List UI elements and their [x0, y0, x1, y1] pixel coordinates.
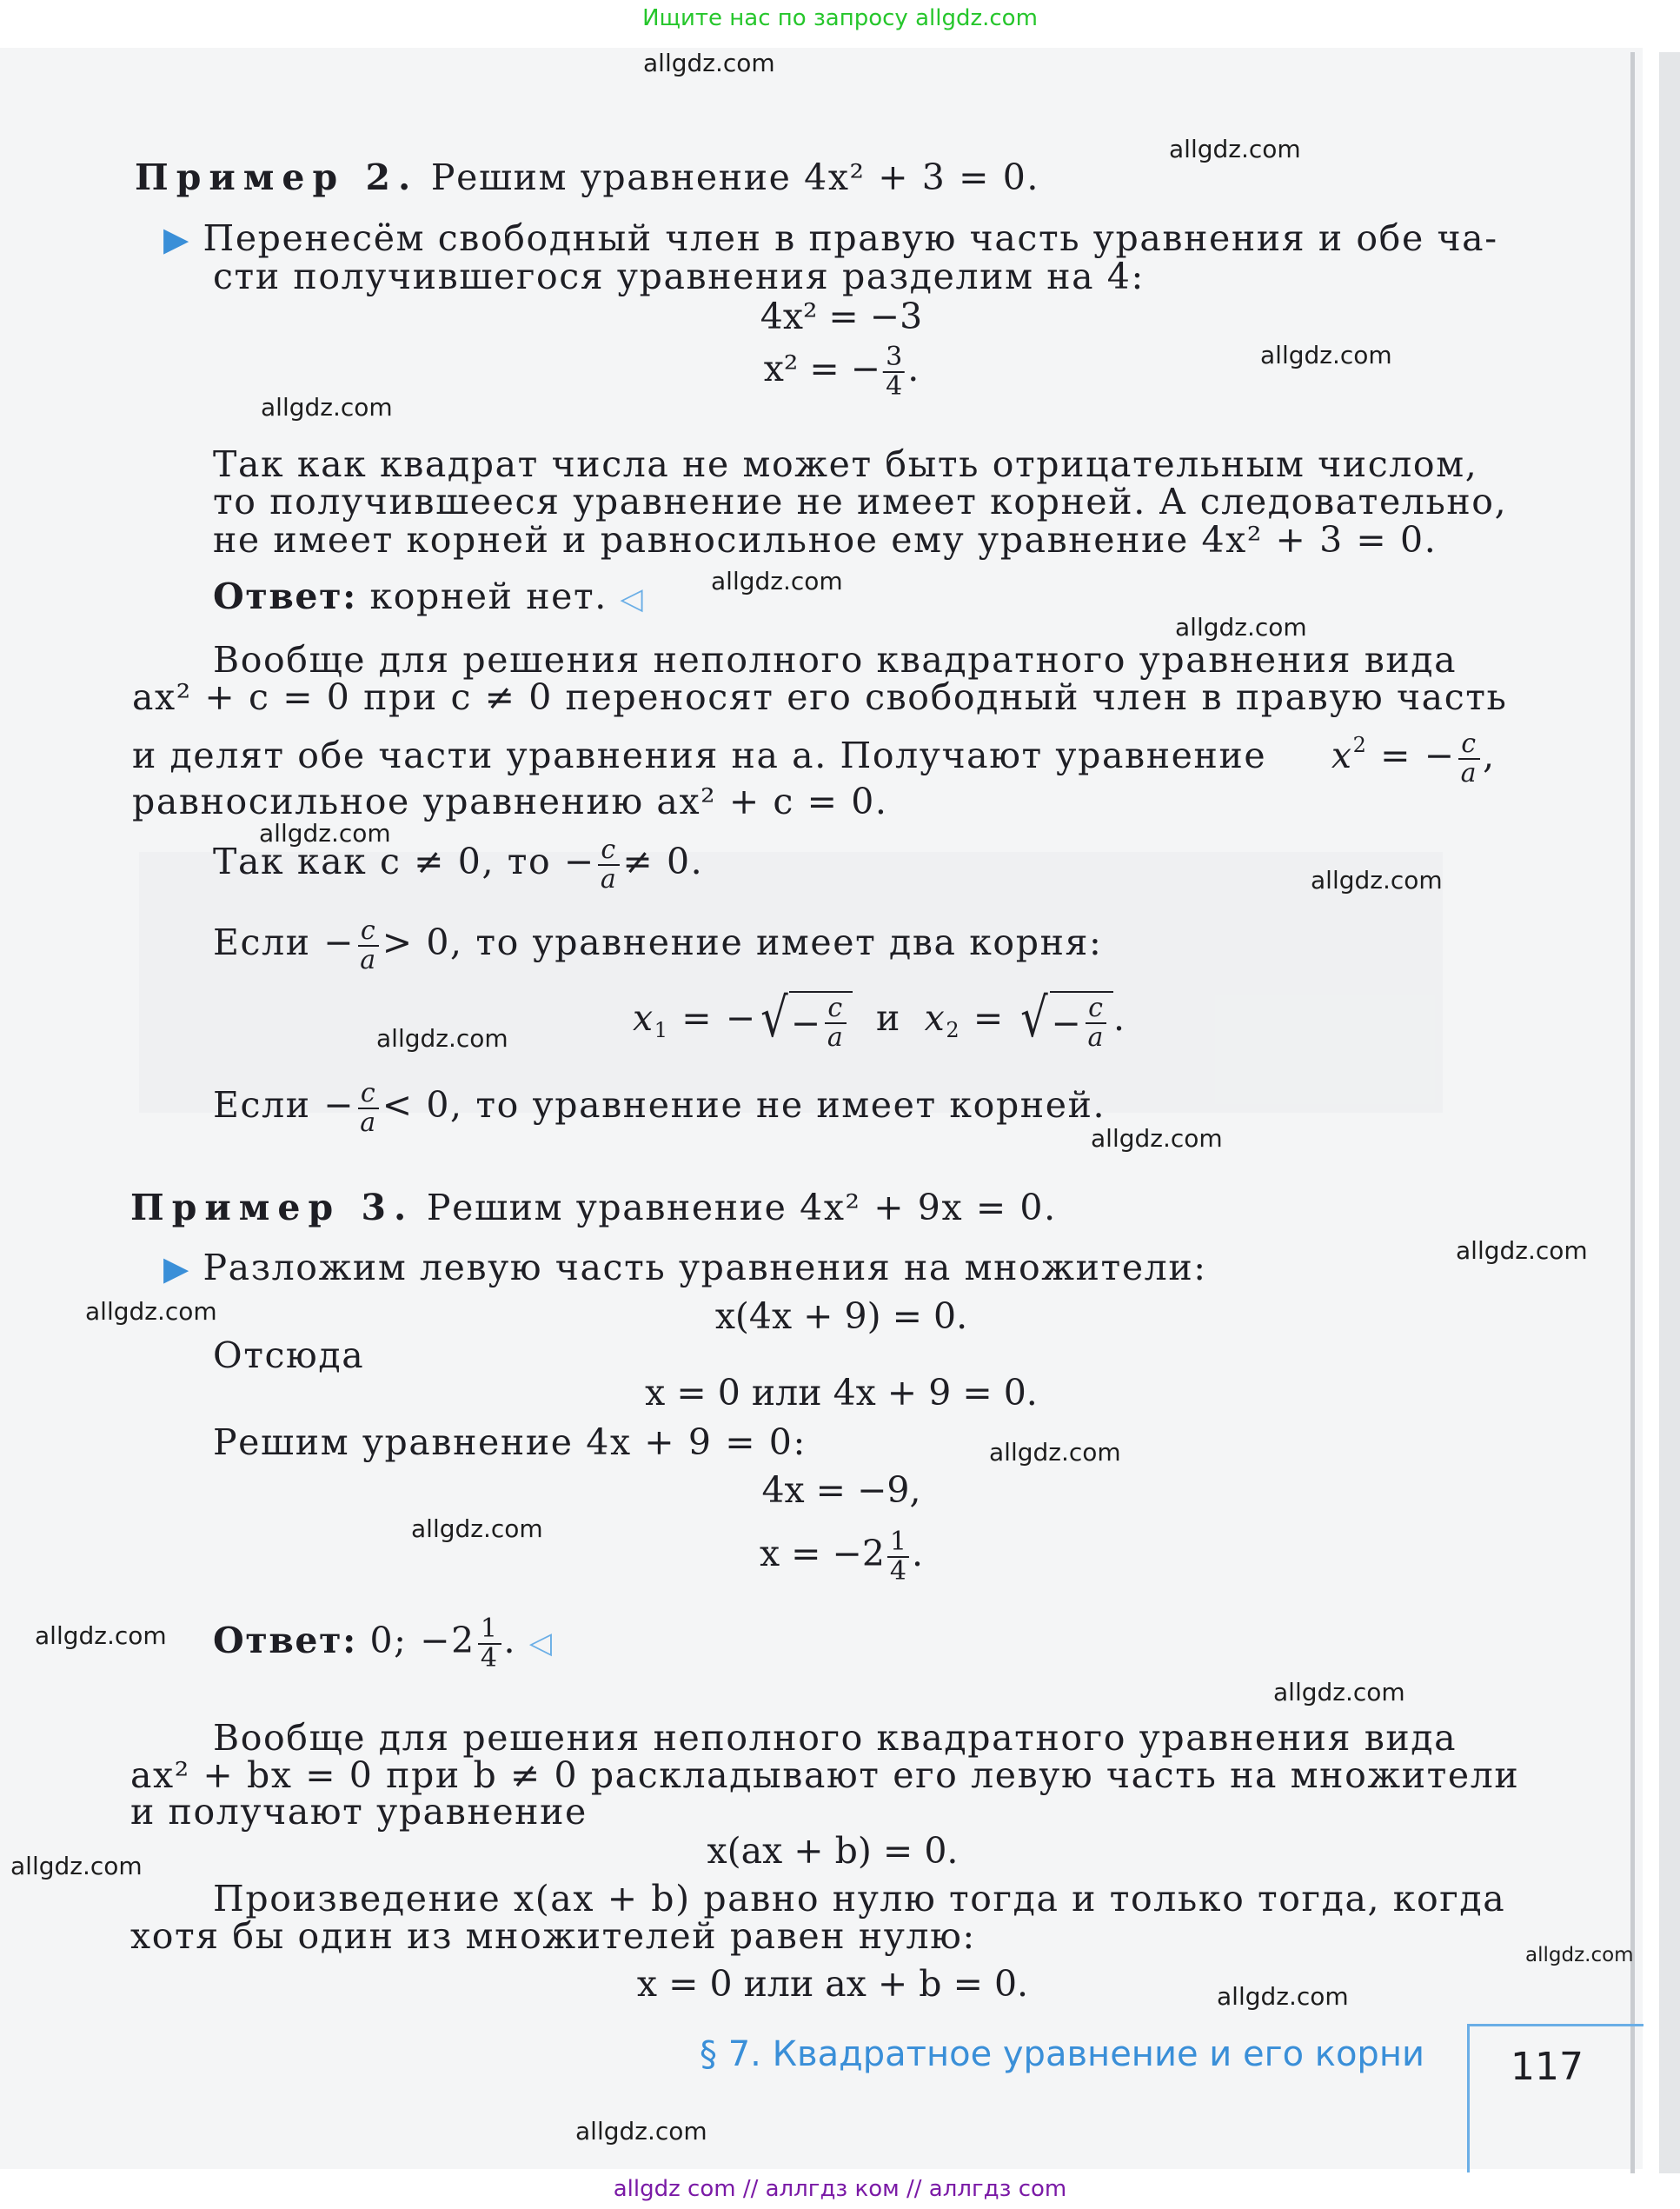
watermark[interactable]: allgdz.com [376, 1024, 508, 1053]
watermark[interactable]: allgdz.com [259, 819, 391, 848]
if-positive: Если − $\frac{c}{a}$ > 0, то уравнение имеет два корня: [213, 915, 1103, 975]
general2-line5: хотя бы один из множителей равен нулю: [130, 1915, 976, 1957]
watermark[interactable]: allgdz.com [35, 1621, 167, 1650]
watermark[interactable]: allgdz.com [1175, 613, 1307, 642]
example2-intro-1: ▶ Перенесём свободный член в правую часть уравнения и обе ча- [163, 217, 1498, 259]
example3-answer: Ответ: 0; −2 $\frac{1}{4}$ . ◁ [213, 1614, 554, 1673]
general2-eq: x(ax + b) = 0. [707, 1830, 959, 1872]
general2-line1: Вообще для решения неполного квадратного уравнения вида [213, 1717, 1458, 1759]
general2-line2: ax² + bx = 0 при b ≠ 0 раскладывают его левую часть на множители [130, 1754, 1520, 1796]
watermark[interactable]: allgdz.com [1525, 1944, 1634, 1966]
example3-intro: ▶ Разложим левую часть уравнения на множители: [163, 1247, 1207, 1288]
example3-hence: Отсюда [213, 1334, 365, 1376]
answer-label: Ответ: [213, 576, 357, 617]
general2-eq-final: x = 0 или ax + b = 0. [636, 1963, 1029, 2005]
watermark[interactable]: allgdz.com [643, 49, 775, 77]
watermark[interactable]: allgdz.com [85, 1297, 217, 1326]
example3-eq2: x = 0 или 4x + 9 = 0. [645, 1372, 1038, 1414]
watermark[interactable]: allgdz.com [1260, 341, 1392, 369]
watermark[interactable]: allgdz.com [1456, 1236, 1588, 1265]
example3-statement: Решим уравнение 4x² + 9x = 0. [426, 1187, 1057, 1228]
example3-solve: Решим уравнение 4x + 9 = 0: [213, 1421, 807, 1463]
watermark[interactable]: allgdz.com [1311, 866, 1443, 895]
page-fold [1630, 52, 1635, 2173]
formula-x2: $x^2$ = − $\frac{c}{a}$ , [1331, 729, 1496, 788]
watermark[interactable]: allgdz.com [1273, 1678, 1405, 1707]
example2-statement: Решим уравнение 4x² + 3 = 0. [430, 156, 1040, 198]
solution-marker-icon: ▶ [163, 1249, 190, 1287]
bottom-banner[interactable]: allgdz com // аллгдз ком // аллгдз com [613, 2176, 1067, 2202]
fraction: $\frac{3}{4}$ [883, 343, 905, 400]
example2-answer: Ответ: корней нет. ◁ [213, 576, 645, 617]
answer-label: Ответ: [213, 1620, 357, 1661]
example2-heading [135, 156, 1039, 198]
example2-intro-2: сти получившегося уравнения разделим на 4: [213, 256, 1145, 297]
watermark[interactable]: allgdz.com [1169, 135, 1301, 163]
example2-eq2: x² = − $\frac{3}{4}$ . [763, 342, 920, 402]
example3-heading [130, 1187, 1057, 1228]
since-c-nonzero: Так как c ≠ 0, то − $\frac{c}{a}$ ≠ 0. [213, 835, 704, 895]
example2-para-1: Так как квадрат числа не может быть отрицательным числом, [213, 443, 1478, 485]
example2-eq1: 4x² = −3 [760, 296, 923, 337]
example2-label: Пример 2. [135, 156, 419, 198]
watermark[interactable]: allgdz.com [411, 1514, 543, 1543]
watermark[interactable]: allgdz.com [575, 2117, 707, 2146]
general1-line4: равносильное уравнению ax² + c = 0. [132, 781, 888, 822]
page-number: 117 [1511, 2045, 1584, 2089]
general1-line2: ax² + c = 0 при c ≠ 0 переносят его свободный член в правую часть [132, 676, 1508, 718]
if-negative: Если − $\frac{c}{a}$ < 0, то уравнение не имеет корней. [213, 1078, 1106, 1138]
example2-para-2: то получившееся уравнение не имеет корней. А следовательно, [213, 481, 1508, 522]
watermark[interactable]: allgdz.com [989, 1438, 1121, 1467]
two-roots-formula: $x_1$ = − √ − $\frac{c}{a}$ и $x_2$ = √ − $\frac{c}{a}$ . [633, 986, 1126, 1053]
watermark[interactable]: allgdz.com [1091, 1124, 1223, 1153]
example3-eq1: x(4x + 9) = 0. [714, 1295, 968, 1337]
section-title: § 7. Квадратное уравнение и его корни [700, 2034, 1424, 2074]
top-banner[interactable]: Ищите нас по запросу allgdz.com [642, 5, 1038, 31]
example2-para-3: не имеет корней и равносильное ему уравнение 4x² + 3 = 0. [213, 519, 1438, 561]
general1-line3: и делят обе части уравнения на a. Получают уравнение $x^2$ = − $\frac{c}{a}$ , [132, 729, 1496, 788]
example3-eq3: 4x = −9, [761, 1469, 921, 1511]
watermark[interactable]: allgdz.com [1217, 1982, 1349, 2011]
solution-marker-icon: ▶ [163, 220, 190, 258]
general2-line4: Произведение x(ax + b) равно нулю тогда и только тогда, когда [213, 1878, 1506, 1920]
example3-label: Пример 3. [130, 1187, 415, 1228]
general1-line1: Вообще для решения неполного квадратного уравнения вида [213, 639, 1458, 681]
example3-eq4: x = −2 $\frac{1}{4}$ . [759, 1527, 924, 1587]
end-marker-icon: ◁ [620, 582, 645, 616]
watermark[interactable]: allgdz.com [10, 1852, 143, 1880]
general2-line3: и получают уравнение [130, 1791, 588, 1833]
page-edge [1659, 52, 1680, 2173]
watermark[interactable]: allgdz.com [711, 567, 843, 595]
end-marker-icon: ◁ [528, 1626, 554, 1660]
watermark[interactable]: allgdz.com [261, 393, 393, 422]
